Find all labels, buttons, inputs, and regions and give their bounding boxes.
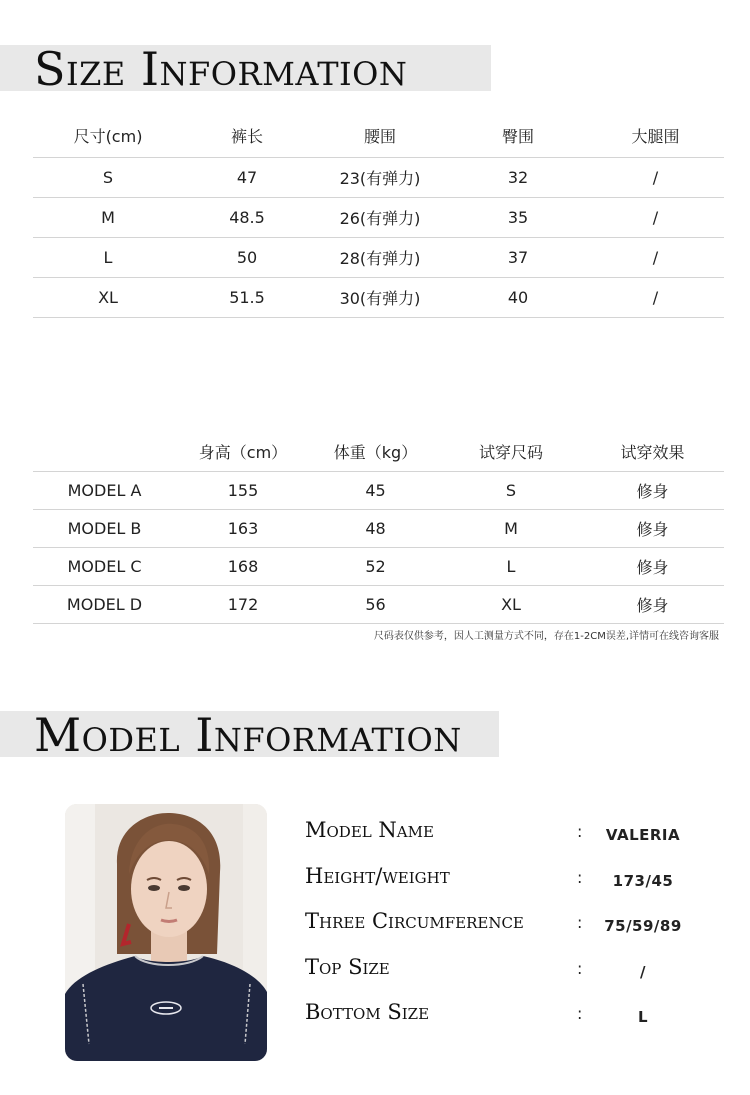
table-cell: 修身 — [581, 471, 724, 509]
colon: : — [577, 867, 583, 887]
model-name-label: Model Name — [305, 818, 434, 842]
table-cell: / — [587, 237, 724, 277]
height-weight-row — [305, 864, 725, 910]
model-name-row — [305, 818, 725, 864]
table-row — [33, 471, 724, 509]
table-row — [33, 157, 724, 197]
model-portrait-illustration — [65, 804, 267, 1061]
weight-col-header: 体重（kg） — [333, 442, 418, 462]
size-table-header-row — [33, 115, 724, 157]
table-cell: / — [587, 277, 724, 317]
bottom-size-value: L — [637, 1008, 649, 1026]
table-cell: 168 — [176, 547, 310, 585]
thigh-col-header: 大腿围 — [631, 127, 680, 147]
colon: : — [577, 913, 583, 932]
table-cell: MODEL C — [33, 547, 176, 585]
table-cell: 48 — [310, 509, 441, 547]
table-cell: 23(有弹力) — [311, 157, 449, 197]
waist-col-header: 腰围 — [363, 127, 396, 147]
fit-effect-col-header: 试穿效果 — [620, 442, 685, 462]
table-cell: L — [441, 547, 581, 585]
top-size-value: / — [640, 962, 646, 981]
model-fit-table — [33, 432, 724, 624]
model-information-banner — [0, 708, 499, 762]
table-row — [33, 509, 724, 547]
size-col-header: 尺寸(cm) — [73, 127, 143, 147]
table-cell: / — [587, 197, 724, 237]
height-col-header: 身高（cm） — [198, 442, 288, 462]
table-cell: / — [587, 157, 724, 197]
table-row — [33, 277, 724, 317]
table-cell: 52 — [310, 547, 441, 585]
model-details — [305, 818, 725, 1046]
size-table — [33, 115, 724, 318]
table-cell: 45 — [310, 471, 441, 509]
table-cell: 28(有弹力) — [311, 237, 449, 277]
colon: : — [577, 1004, 583, 1023]
model-col-header — [33, 432, 176, 471]
top-size-label: Top Size — [305, 954, 390, 979]
table-cell: S — [441, 471, 581, 509]
table-row — [33, 197, 724, 237]
size-information-banner — [0, 42, 491, 96]
height-weight-value: 173/45 — [612, 871, 674, 890]
table-cell: MODEL A — [33, 471, 176, 509]
three-circumference-label: Three Circumference — [305, 909, 524, 933]
three-circumference-row — [305, 909, 725, 955]
model-photo — [65, 804, 267, 1061]
table-cell: 50 — [183, 237, 311, 277]
length-col-header: 裤长 — [230, 127, 263, 147]
height-weight-label: Height/weight — [305, 863, 450, 888]
table-cell: 32 — [449, 157, 587, 197]
table-cell: 155 — [176, 471, 310, 509]
table-cell: 26(有弹力) — [311, 197, 449, 237]
table-cell: XL — [441, 585, 581, 623]
table-cell: MODEL B — [33, 509, 176, 547]
table-cell: 172 — [176, 585, 310, 623]
table-cell: 37 — [449, 237, 587, 277]
hip-col-header: 臀围 — [501, 127, 534, 147]
table-cell: M — [441, 509, 581, 547]
colon: : — [577, 958, 583, 978]
table-cell: 修身 — [581, 547, 724, 585]
bottom-size-label: Bottom Size — [305, 1000, 430, 1024]
table-cell: 163 — [176, 509, 310, 547]
colon: : — [577, 822, 583, 841]
size-information-title: Size Information — [34, 42, 408, 96]
table-row — [33, 547, 724, 585]
table-cell: 修身 — [581, 509, 724, 547]
table-cell: XL — [33, 277, 183, 317]
table-cell: L — [33, 237, 183, 277]
model-information-title: Model Information — [34, 708, 462, 762]
model-name-value: VALERIA — [605, 826, 681, 844]
measurement-disclaimer: 尺码表仅供参考，因人工测量方式不同，存在1-2CM误差,详情可在线咨询客服 — [373, 631, 719, 642]
table-cell: S — [33, 157, 183, 197]
bottom-size-row — [305, 1000, 725, 1046]
three-circumference-value: 75/59/89 — [604, 917, 682, 935]
table-cell: 47 — [183, 157, 311, 197]
table-cell: 51.5 — [183, 277, 311, 317]
table-cell: 修身 — [581, 585, 724, 623]
table-cell: MODEL D — [33, 585, 176, 623]
table-row — [33, 585, 724, 623]
table-cell: 40 — [449, 277, 587, 317]
table-cell: 48.5 — [183, 197, 311, 237]
table-row — [33, 237, 724, 277]
table-cell: 30(有弹力) — [311, 277, 449, 317]
table-cell: 56 — [310, 585, 441, 623]
fit-size-col-header: 试穿尺码 — [478, 442, 543, 462]
model-table-header-row — [33, 432, 724, 471]
table-cell: 35 — [449, 197, 587, 237]
table-cell: M — [33, 197, 183, 237]
top-size-row — [305, 955, 725, 1001]
